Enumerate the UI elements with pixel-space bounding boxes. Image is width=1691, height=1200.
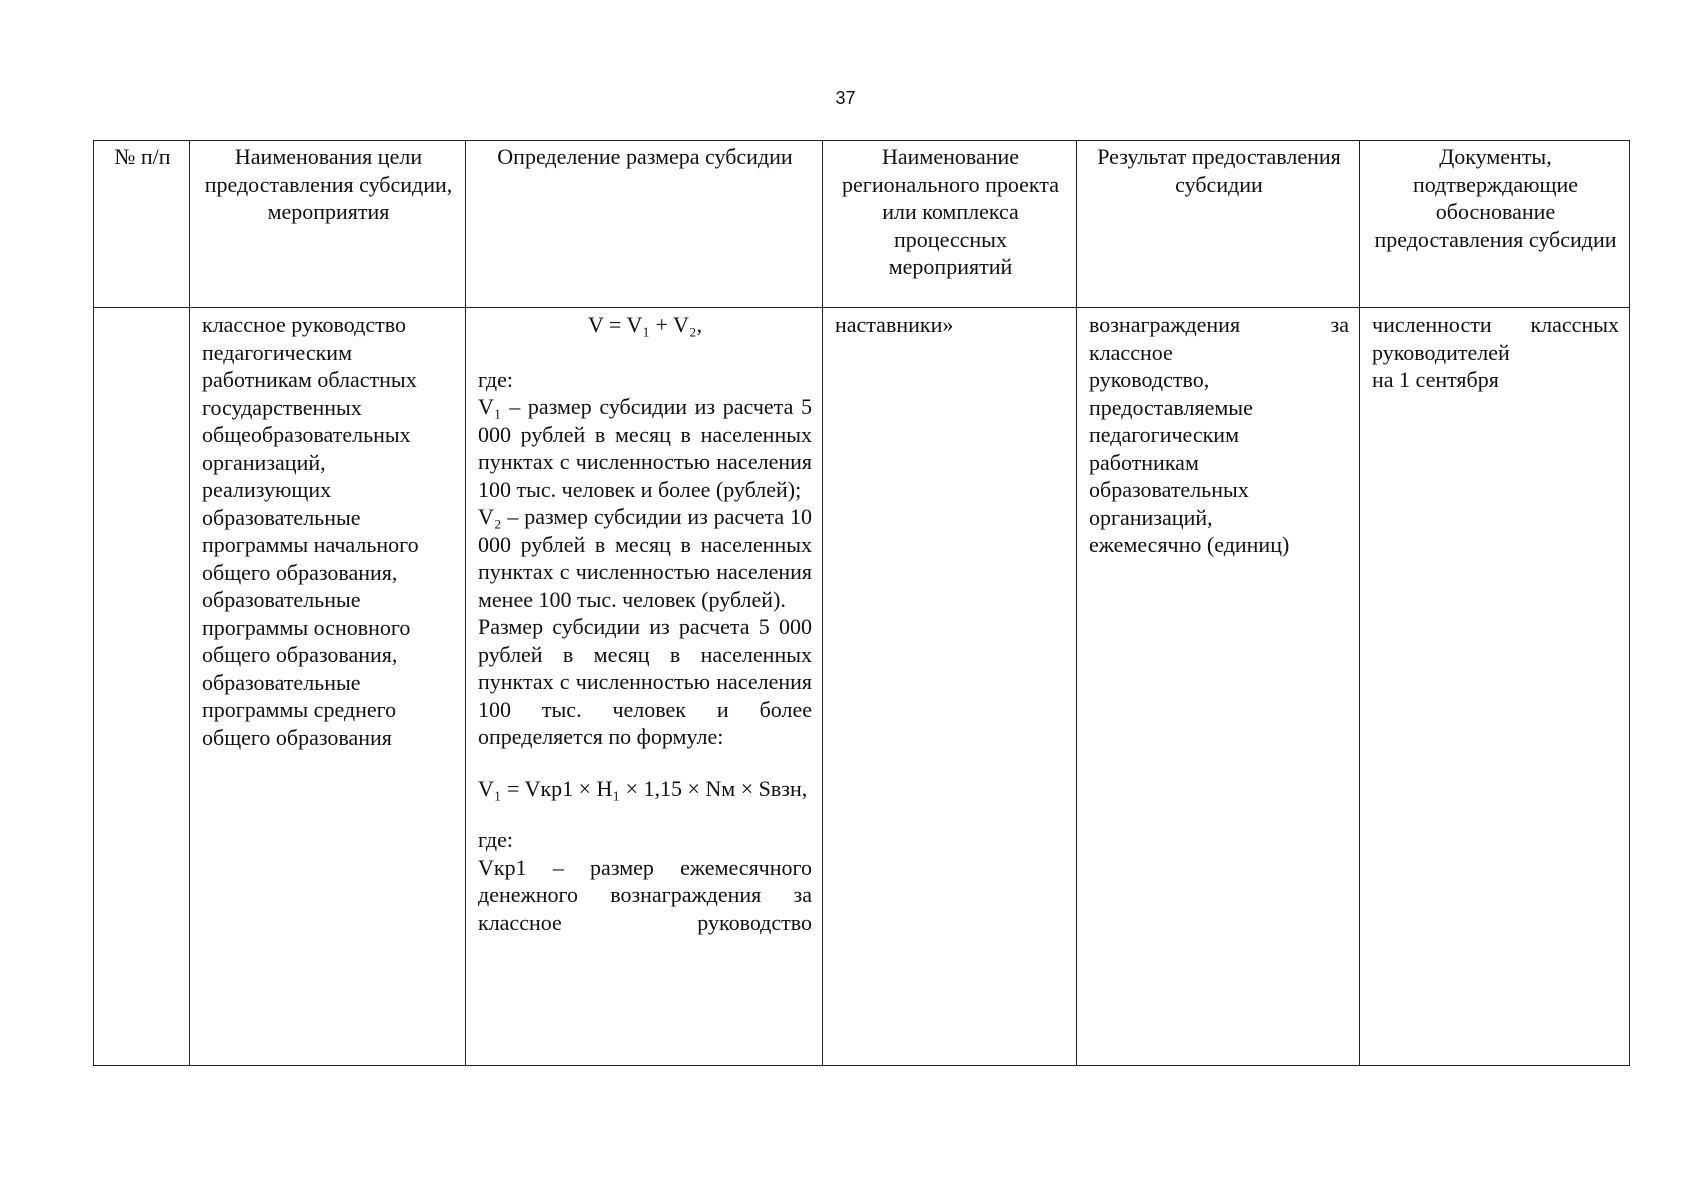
- result-word: вознаграждения: [1089, 312, 1241, 337]
- result-line: педагогическим: [1089, 422, 1240, 447]
- subsidy-table: [93, 140, 1630, 1066]
- goal-line: организаций,: [202, 449, 326, 475]
- result-first-line: [1089, 311, 1349, 339]
- goal-line: общеобразовательных: [202, 422, 411, 447]
- goal-line: программы основного: [202, 614, 411, 640]
- goal-line: работникам областных: [202, 367, 417, 392]
- result-line: организаций,: [1089, 504, 1213, 530]
- cell-result: [1077, 308, 1360, 1066]
- result-line: руководство,: [1089, 367, 1210, 392]
- where-label: где:: [478, 827, 513, 852]
- cell-subsidy-size: [466, 308, 823, 1066]
- cell-number: [94, 308, 190, 1066]
- goal-line: общего образования,: [202, 642, 398, 667]
- result-line: предоставляемые: [1089, 394, 1253, 420]
- goal-line: образовательные: [202, 587, 361, 612]
- goal-line: программы среднего: [202, 697, 397, 722]
- goal-line: программы начального: [202, 532, 419, 557]
- header-cell-project: Наименование регионального проекта или комплекса процессных мероприятий: [823, 141, 1077, 308]
- header-cell-documents: Документы, подтверждающие обоснование предоставления субсидии: [1360, 141, 1630, 308]
- header-cell-number: № п/п: [94, 141, 190, 308]
- goal-line: педагогическим: [202, 339, 353, 365]
- goal-line: образовательные: [202, 669, 361, 695]
- formula-main: V = V₁ + V₂,: [587, 312, 703, 337]
- goal-line: общего образования,: [202, 559, 398, 585]
- subsidy-size-paragraph: Размер субсидии из расчета 5 000 рублей в месяц в населенных пунктах с численностью населения 100 тыс. человек и более определяется по формуле:: [478, 614, 812, 749]
- goal-line: классное руководство: [202, 312, 406, 337]
- goal-line: государственных: [202, 394, 362, 420]
- v2-definition: V₂ – размер субсидии из расчета 10 000 рублей в месяц в населенных пунктах с численностью населения менее 100 тыс. человек (рублей).: [478, 504, 812, 612]
- vkr1-definition: Vкр1 – размер ежемесячного денежного вознаграждения за классное руководство: [478, 854, 812, 935]
- cell-goal: [190, 308, 466, 1066]
- result-line: ежемесячно (единиц): [1089, 532, 1290, 557]
- goal-line: образовательные: [202, 504, 361, 530]
- result-line: работникам: [1089, 449, 1199, 475]
- page-number: 37: [835, 88, 856, 108]
- formula-v1: V₁ = Vкр1 × Н₁ × 1,15 × Nм × Sвзн,: [478, 775, 808, 801]
- table-row: [94, 308, 1630, 1066]
- goal-line: реализующих: [202, 477, 332, 502]
- result-line: образовательных: [1089, 477, 1249, 502]
- documents-line: руководителей: [1372, 339, 1510, 365]
- result-word: за: [1330, 312, 1349, 337]
- documents-line: на 1 сентября: [1372, 367, 1499, 392]
- cell-documents: [1360, 308, 1630, 1066]
- where-label: где:: [478, 366, 513, 392]
- v1-definition: V₁ – размер субсидии из расчета 5 000 рублей в месяц в населенных пунктах с численностью населения 100 тыс. человек и более (рублей);: [478, 394, 812, 502]
- table-header-row: [94, 141, 1630, 308]
- result-line: классное: [1089, 339, 1173, 365]
- documents-first-line: численности классных: [1372, 312, 1619, 337]
- header-cell-subsidy-size: Определение размера субсидии: [466, 141, 823, 308]
- goal-line: общего образования: [202, 724, 392, 750]
- header-cell-goal: Наименования цели предоставления субсидии, мероприятия: [190, 141, 466, 308]
- cell-project: наставники»: [823, 308, 1077, 1066]
- header-cell-result: Результат предоставления субсидии: [1077, 141, 1360, 308]
